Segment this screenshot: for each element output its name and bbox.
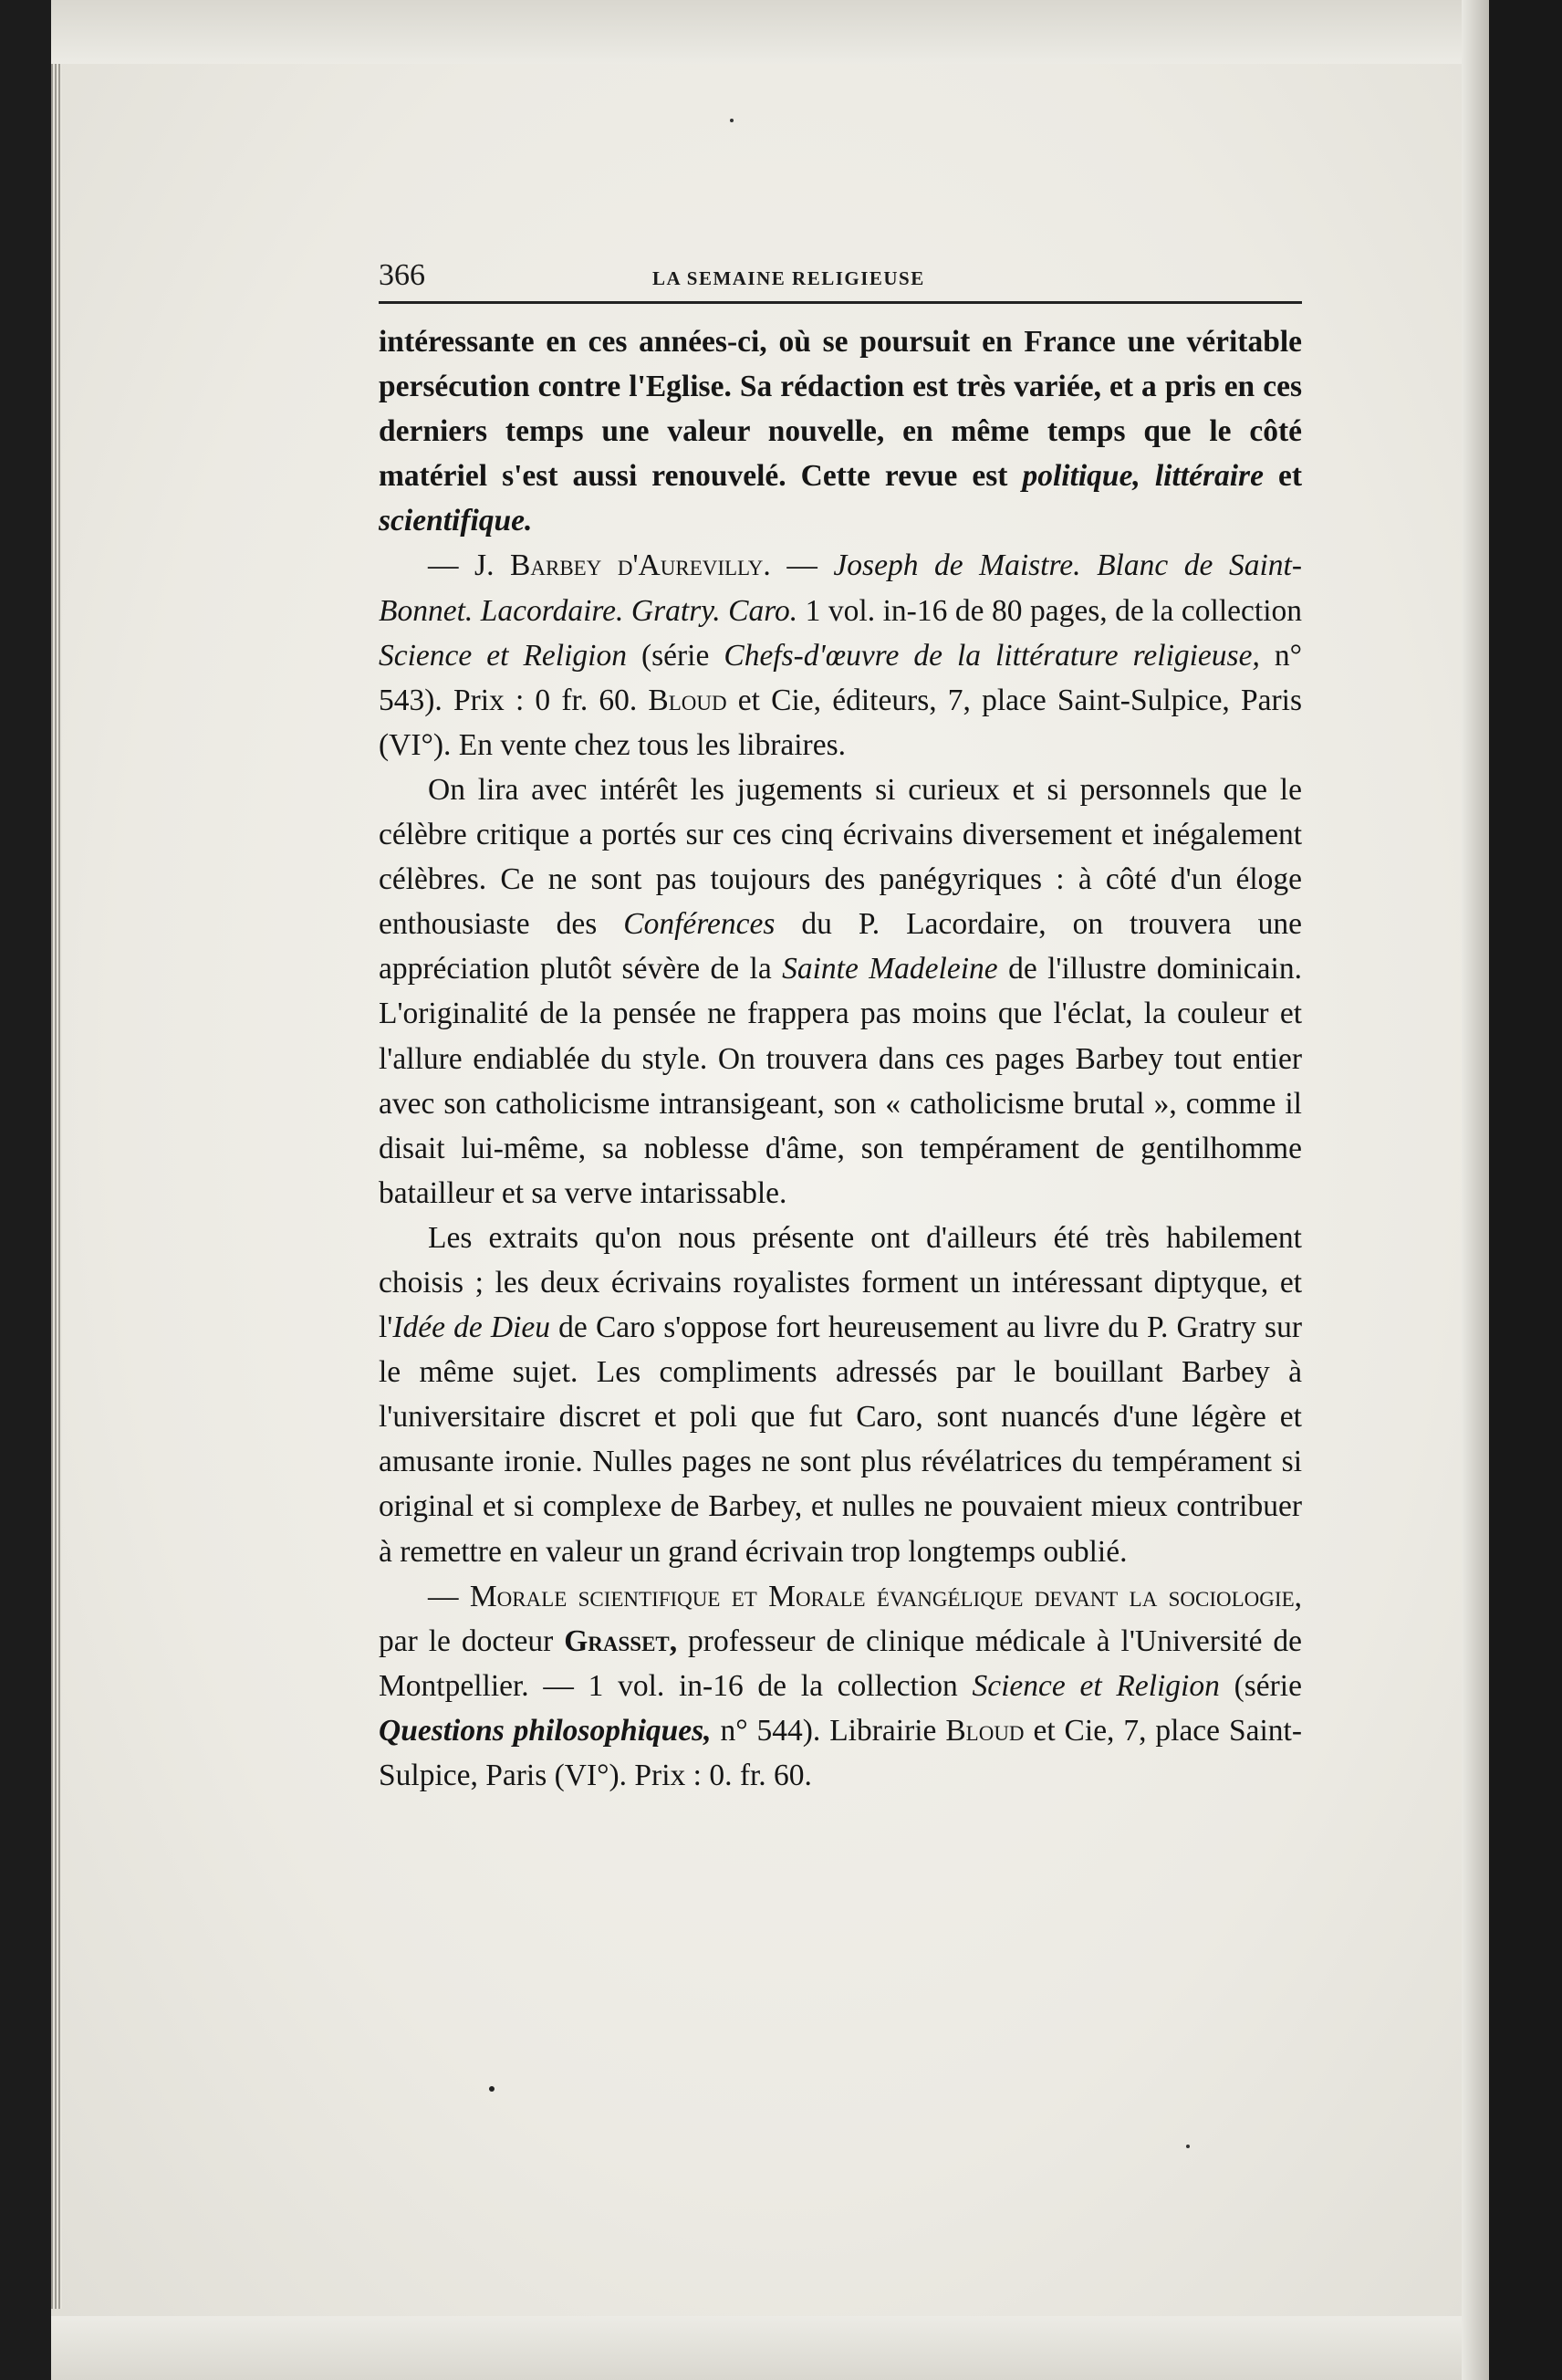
paragraph-commentary-1: On lira avec intérêt les jugements si curieux et si personnels que le célèbre critique a portés sur ces cinq écrivains diversement et inégalement célèbres. Ce ne sont pas toujours des panégyriques : à côté d'un éloge enthousiaste des Conférences du P. Lacordaire, on trouvera une appréciation plutôt sévère de la Sainte Madeleine de l'illustre dominicain. L'originalité de la pensée ne frappera pas moins que l'éclat, la couleur et l'allure endiablée du style. On trouvera dans ces pages Barbey tout entier avec son catholicisme intransigeant, son « catholicisme brutal », comme il disait lui-même, sa noblesse d'âme, son tempérament de gentilhomme batailleur et sa verve intarissable. bbox=[379, 772, 1302, 1210]
scanner-border-left bbox=[0, 0, 51, 2380]
ink-speck bbox=[1186, 2145, 1190, 2148]
body-text bbox=[379, 319, 1302, 1798]
scanner-border-right bbox=[1489, 0, 1562, 2380]
paragraph-review-barbey: — J. Barbey d'Aurevilly. — Joseph de Maistre. Blanc de Saint-Bonnet. Lacordaire. Gratry. Caro. 1 vol. in-16 de 80 pages, de la collection Science et Religion (série Chefs-d'œuvre de la littérature religieuse, n° 543). Prix : 0 fr. 60. Bloud et Cie, éditeurs, 7, place Saint-Sulpice, Paris (VI°). En vente chez tous les libraires. bbox=[379, 548, 1302, 762]
page-top-shade bbox=[51, 0, 1462, 64]
ink-speck bbox=[730, 119, 734, 122]
ink-speck bbox=[489, 2086, 495, 2092]
paragraph-commentary-2: Les extraits qu'on nous présente ont d'ailleurs été très habilement choisis ; les deux écrivains royalistes forment un intéressant diptyque, et l'Idée de Dieu de Caro s'oppose fort heureusement au livre du P. Gratry sur le même sujet. Les compliments adressés par le bouillant Barbey à l'universitaire discret et poli que fut Caro, sont nuancés d'une légère et amusante ironie. Nulles pages ne sont plus révélatrices du tempérament si original et si complexe de Barbey, et nulles ne pouvaient mieux contribuer à remettre en valeur un grand écrivain trop longtemps oublié. bbox=[379, 1220, 1302, 1569]
page-bottom-shade bbox=[51, 2316, 1462, 2380]
header-rule bbox=[379, 301, 1302, 304]
book-page-edges bbox=[51, 64, 62, 2309]
running-head: LA SEMAINE RELIGIEUSE bbox=[652, 267, 925, 289]
page-header bbox=[379, 258, 1302, 293]
page-gutter-right bbox=[1462, 0, 1489, 2380]
paragraph-continuation: intéressante en ces années-ci, où se poursuit en France une véritable persécution contre l'Eglise. Sa rédaction est très variée, et a pris en ces derniers temps une valeur nouvelle, en même temps que le côté matériel s'est aussi renouvelé. Cette revue est politique, littéraire et scientifique. bbox=[379, 325, 1303, 538]
page-number: 366 bbox=[379, 258, 425, 292]
paragraph-review-grasset: — Morale scientifique et Morale évangélique devant la sociologie, par le docteur Grasset, professeur de clinique médicale à l'Université de Montpellier. — 1 vol. in-16 de la collection Science et Religion (série Questions philosophiques, n° 544). Librairie Bloud et Cie, 7, place Saint-Sulpice, Paris (VI°). Prix : 0. fr. 60. bbox=[379, 1579, 1302, 1792]
